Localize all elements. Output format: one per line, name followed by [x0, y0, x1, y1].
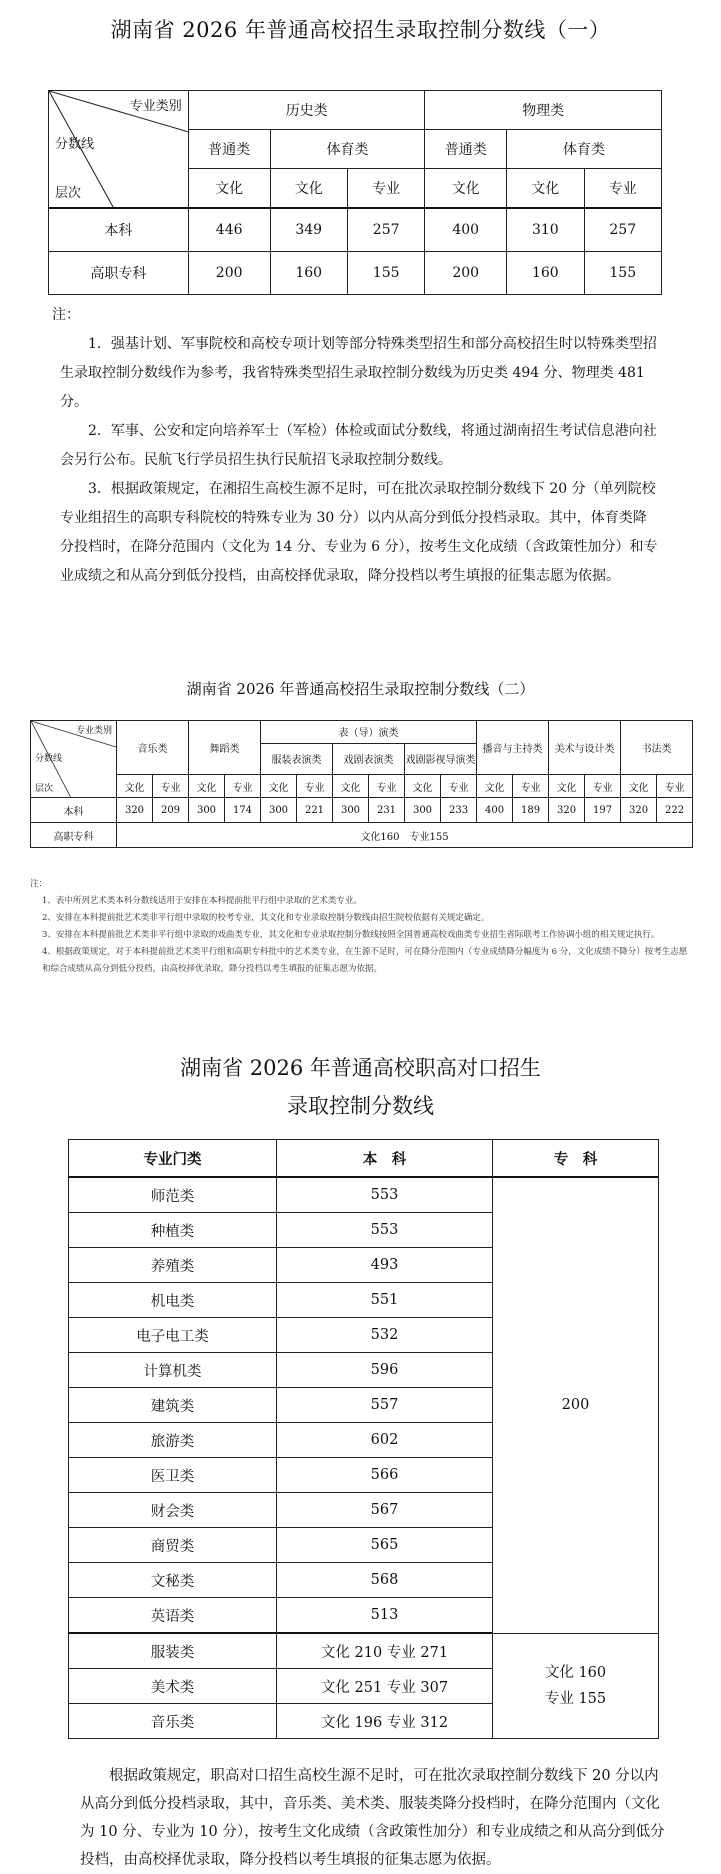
- col-culture: 文化: [621, 775, 657, 798]
- score-cell: 493: [277, 1248, 493, 1283]
- row-label: 高职专科: [31, 823, 117, 848]
- table2-title: 湖南省 2026 年普通高校招生录取控制分数线（二）: [186, 680, 535, 698]
- score-cell: 320: [549, 798, 585, 823]
- score-cell: 557: [277, 1388, 493, 1423]
- note-item: 1、表中所列艺术类本科分数线适用于安排在本科提前批平行组中录取的艺术类专业。: [42, 896, 362, 906]
- table1: [48, 90, 662, 295]
- col-culture: 文化: [507, 169, 584, 209]
- score-cell: 155: [584, 252, 661, 295]
- table-row: [31, 798, 693, 823]
- col-culture: 文化: [188, 169, 270, 209]
- score-cell: 233: [441, 798, 477, 823]
- category-cell: 计算机类: [69, 1353, 277, 1388]
- col-culture: 文化: [549, 775, 585, 798]
- category-cell: 种植类: [69, 1213, 277, 1248]
- col-culture: 文化: [189, 775, 225, 798]
- score-cell: 566: [277, 1458, 493, 1493]
- table3-title-line1: 湖南省 2026 年普通高校职高对口招生: [180, 1056, 541, 1080]
- score-cell: 200: [425, 252, 507, 295]
- category-cell: 服装类: [69, 1633, 277, 1669]
- category-cell: 文秘类: [69, 1563, 277, 1598]
- col-culture: 文化: [477, 775, 513, 798]
- physics-header: 物理类: [425, 91, 662, 130]
- table2-corner: [31, 721, 117, 798]
- history-sports-header: 体育类: [270, 130, 425, 169]
- table-row: [31, 823, 693, 848]
- category-cell: 商贸类: [69, 1528, 277, 1563]
- calligraphy-header: 书法类: [621, 721, 693, 775]
- col-bk-header: 本 科: [277, 1140, 493, 1178]
- col-culture: 文化: [425, 169, 507, 209]
- col-major: 专业: [441, 775, 477, 798]
- category-cell: 英语类: [69, 1598, 277, 1634]
- col-category-header: 专业门类: [69, 1140, 277, 1178]
- score-cell: 602: [277, 1423, 493, 1458]
- score-cell: 174: [225, 798, 261, 823]
- table-row: [69, 1177, 659, 1213]
- corner-major-label: 专业类别: [129, 99, 182, 114]
- art-header: 美术与设计类: [549, 721, 621, 775]
- zk-art-culture: 文化 160: [544, 1664, 607, 1681]
- row-label: 本科: [31, 798, 117, 823]
- score-cell: 221: [297, 798, 333, 823]
- score-cell: 文化 196 专业 312: [277, 1704, 493, 1739]
- zk-art-score: [493, 1633, 659, 1739]
- table1-corner: [49, 91, 189, 209]
- score-cell: 532: [277, 1318, 493, 1353]
- corner-score-label: 分数线: [55, 137, 95, 152]
- table2: [30, 720, 693, 848]
- col-major: 专业: [369, 775, 405, 798]
- zk-art-major: 专业 155: [544, 1690, 607, 1707]
- perform-header: 表（导）演类: [261, 721, 477, 744]
- category-cell: 师范类: [69, 1177, 277, 1213]
- score-cell: 596: [277, 1353, 493, 1388]
- notes-heading: 注：: [30, 879, 48, 889]
- col-major: 专业: [347, 169, 424, 209]
- col-culture: 文化: [333, 775, 369, 798]
- note-item: 3、安排在本科提前批艺术类非平行组中录取的戏曲类专业，其文化和专业录取控制分数线按照全国普通高校戏曲类专业招生省际联考工作协调小组的相关规定执行。: [42, 930, 660, 940]
- table3-title-line2: 录取控制分数线: [287, 1094, 434, 1118]
- score-cell: 400: [425, 208, 507, 252]
- note-item: 2．军事、公安和定向培养军士（军检）体检或面试分数线，将通过湖南招生考试信息港向社会另行公布。民航飞行学员招生执行民航招飞录取控制分数线。: [60, 423, 657, 468]
- notes-heading: 注：: [52, 307, 80, 323]
- score-cell: 551: [277, 1283, 493, 1318]
- history-header: 历史类: [188, 91, 425, 130]
- category-cell: 音乐类: [69, 1704, 277, 1739]
- col-major: 专业: [513, 775, 549, 798]
- col-major: 专业: [153, 775, 189, 798]
- score-cell: 197: [585, 798, 621, 823]
- category-cell: 建筑类: [69, 1388, 277, 1423]
- category-cell: 财会类: [69, 1493, 277, 1528]
- col-major: 专业: [657, 775, 693, 798]
- score-cell: 文化 251 专业 307: [277, 1669, 493, 1704]
- note-item: 根据政策规定，职高对口招生高校生源不足时，可在批次录取控制分数线下 20 分以内从高分到低分投档录取，其中，音乐类、美术类、服装类降分投档时，在降分范围内（文化为 10 分、专业为 10 分），按考生文化成绩（含政策性加分）和专业成绩之和从高分到低分投档，由高校择优录取，降分投档以考生填报的征集志愿为依据。: [80, 1768, 665, 1868]
- score-cell: 文化 210 专业 271: [277, 1633, 493, 1669]
- score-cell: 349: [270, 208, 347, 252]
- score-cell: 189: [513, 798, 549, 823]
- history-general-header: 普通类: [188, 130, 270, 169]
- score-cell: 567: [277, 1493, 493, 1528]
- score-cell: 209: [153, 798, 189, 823]
- score-cell: 513: [277, 1598, 493, 1634]
- score-cell: 200: [188, 252, 270, 295]
- score-cell: 160: [270, 252, 347, 295]
- category-cell: 机电类: [69, 1283, 277, 1318]
- col-major: 专业: [584, 169, 661, 209]
- score-cell: 300: [261, 798, 297, 823]
- category-cell: 养殖类: [69, 1248, 277, 1283]
- col-culture: 文化: [270, 169, 347, 209]
- score-cell: 400: [477, 798, 513, 823]
- note-item: 4、根据政策规定，对于本科提前批艺术类平行组和高职专科批中的艺术类专业，在生源不足时，可在降分范围内（专业成绩降分幅度为 6 分，文化成绩不降分）按考生志愿和综合成绩从高分到低分投档，由高校择优录取，降分投档以考生填报的征集志愿为依据。: [42, 947, 688, 974]
- broadcast-header: 播音与主持类: [477, 721, 549, 775]
- score-cell: 310: [507, 208, 584, 252]
- category-cell: 医卫类: [69, 1458, 277, 1493]
- col-zk-header: 专 科: [493, 1140, 659, 1178]
- score-cell: 300: [405, 798, 441, 823]
- corner-level-label: 层次: [55, 186, 82, 201]
- zk-general-score: 200: [493, 1177, 659, 1633]
- score-cell: 257: [584, 208, 661, 252]
- score-cell: 320: [117, 798, 153, 823]
- table2-notes: [30, 876, 692, 978]
- table-row: [69, 1633, 659, 1669]
- score-cell: 320: [621, 798, 657, 823]
- col-culture: 文化: [261, 775, 297, 798]
- score-cell: 553: [277, 1213, 493, 1248]
- header-row: [69, 1140, 659, 1178]
- table1-title: 湖南省 2026 年普通高校招生录取控制分数线（一）: [110, 18, 611, 42]
- table-row: [49, 252, 662, 295]
- score-cell: 565: [277, 1528, 493, 1563]
- table3-title: [0, 1049, 721, 1125]
- costume-header: 服装表演类: [261, 743, 333, 775]
- physics-sports-header: 体育类: [507, 130, 662, 169]
- row-label: 高职专科: [49, 252, 189, 295]
- category-cell: 电子电工类: [69, 1318, 277, 1353]
- score-cell: 257: [347, 208, 424, 252]
- table3-note: [80, 1762, 670, 1874]
- score-cell: 222: [657, 798, 693, 823]
- corner-major-label: 专业类别: [75, 726, 112, 736]
- col-major: 专业: [297, 775, 333, 798]
- score-cell: 300: [189, 798, 225, 823]
- table1-notes: [52, 301, 660, 591]
- dance-header: 舞蹈类: [189, 721, 261, 775]
- row-label: 本科: [49, 208, 189, 252]
- score-cell: 568: [277, 1563, 493, 1598]
- col-major: 专业: [585, 775, 621, 798]
- note-item: 1．强基计划、军事院校和高校专项计划等部分特殊类型招生和部分高校招生时以特殊类型招生录取控制分数线作为参考，我省特殊类型招生录取控制分数线为历史类 494 分、物理类 481 分。: [60, 336, 657, 410]
- corner-level-label: 层次: [35, 784, 54, 794]
- col-major: 专业: [225, 775, 261, 798]
- film-header: 戏剧影视导演类: [405, 743, 477, 775]
- corner-score-label: 分数线: [35, 754, 63, 764]
- note-item: 3．根据政策规定，在湘招生高校生源不足时，可在批次录取控制分数线下 20 分（单列院校专业组招生的高职专科院校的特殊专业为 30 分）以内从高分到低分投档录取。其中，体育类降分投档时，在降分范围内（文化为 14 分、专业为 6 分），按考生文化成绩（含政策性加分）和专业成绩之和从高分到低分投档，由高校择优录取，降分投档以考生填报的征集志愿为依据。: [60, 481, 658, 584]
- score-cell: 553: [277, 1177, 493, 1213]
- score-cell: 231: [369, 798, 405, 823]
- category-cell: 美术类: [69, 1669, 277, 1704]
- category-cell: 旅游类: [69, 1423, 277, 1458]
- table-row: [49, 208, 662, 252]
- score-cell: 300: [333, 798, 369, 823]
- physics-general-header: 普通类: [425, 130, 507, 169]
- score-cell: 446: [188, 208, 270, 252]
- col-culture: 文化: [117, 775, 153, 798]
- drama-header: 戏剧表演类: [333, 743, 405, 775]
- note-item: 2、安排在本科提前批艺术类非平行组中录取的校考专业，其文化和专业录取控制分数线由招生院校依据有关规定确定。: [42, 913, 490, 923]
- table3: [68, 1139, 659, 1739]
- col-culture: 文化: [405, 775, 441, 798]
- score-cell: 文化160 专业155: [117, 823, 693, 848]
- score-cell: 155: [347, 252, 424, 295]
- music-header: 音乐类: [117, 721, 189, 775]
- score-cell: 160: [507, 252, 584, 295]
